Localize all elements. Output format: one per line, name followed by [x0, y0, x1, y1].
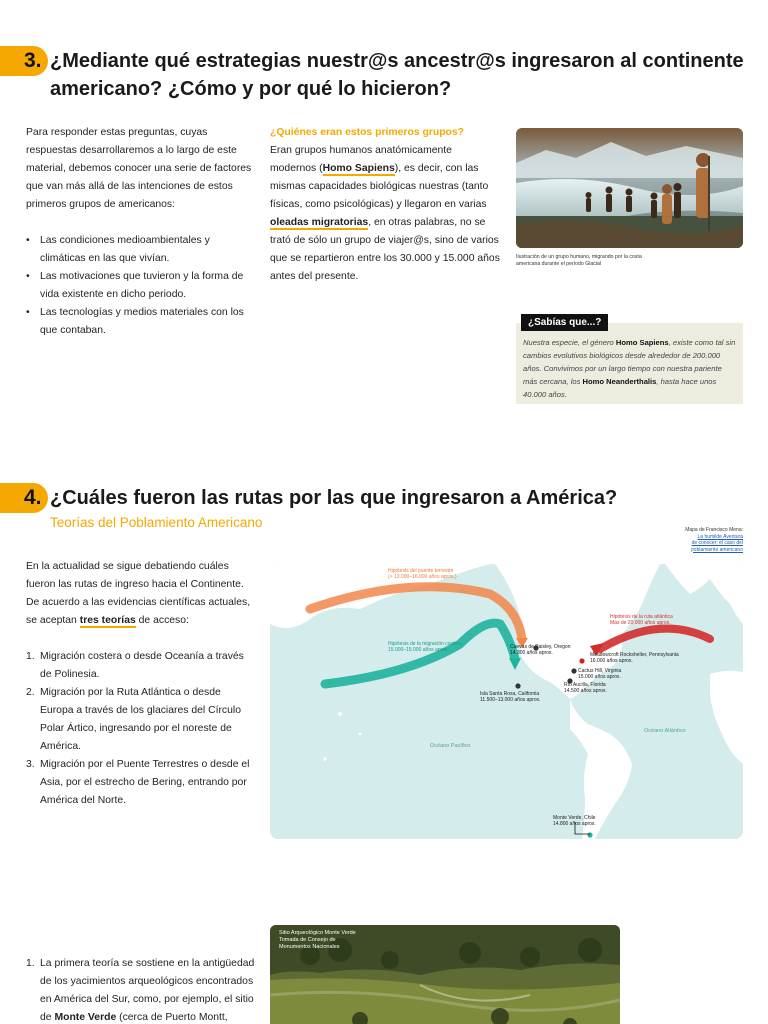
did-you-know-tag: ¿Sabías que...?: [521, 314, 608, 331]
monte-verde-photo-caption: Sitio Arqueológico Monte Verde Tomada de Consejo de Monumentos Nacionales: [279, 930, 356, 950]
migration-routes-map: [270, 564, 743, 839]
site-label-aucilla: Río Aucilla, Florida 14.500 años aprox.: [564, 682, 607, 694]
section-4-left-column: [26, 558, 256, 810]
routes-intro: En la actualidad se sigue debatiendo cuáles fueron las rutas de ingreso hacia el Continente. De acuerdo a las evidencias científicas actuales, se aceptan tres teorías de acceso:: [26, 561, 251, 626]
map-credit-link[interactable]: de conocer: el caso del: [691, 540, 743, 546]
first-groups-answer: Eran grupos humanos anatómicamente modernos (Homo Sapiens), es decir, con las mismas capacidades biológicas nuestras (tanto físicas, como psicológicas) y llegaron en varias oleadas migratorias, en otras palabras, no se trató de sólo un grupo de viajer@s, sino de varios que se repartieron entre los 30.000 y 15.000 años antes del presente.: [270, 145, 500, 282]
atlantic-ocean-label: Océano Atlántico: [644, 728, 686, 734]
theory-item: 1. Migración costera o desde Oceanía a través de Polinesia.: [26, 651, 244, 680]
map-credit-link[interactable]: La humilde Aventura: [697, 533, 743, 540]
first-groups-question: ¿Quiénes eran estos primeros grupos?: [270, 127, 465, 138]
factor-item: • Las tecnologías y medios materiales con los que contaban.: [26, 304, 256, 340]
site-label-paisley: Cuevas de Paisley, Oregon 14.300 años aprox.: [510, 644, 571, 656]
illustration-caption: Ilustración de un grupo humano, migrando por la costa americana durante el período Glacial: [516, 254, 642, 267]
site-marker: [587, 832, 592, 837]
factor-item: • Las motivaciones que tuvieron y la forma de vida existente en dicho periodo.: [26, 268, 256, 304]
site-label-monte-verde: Monte Verde, Chile 14.800 años aprox.: [553, 815, 596, 827]
map-credit-link[interactable]: poblamiento americano: [691, 546, 743, 553]
theories-list: [26, 648, 256, 810]
pacific-ocean-label: Océano Pacífico: [430, 743, 471, 749]
section-4-number-badge: 4.: [0, 483, 48, 513]
section-4-subtitle: Teorías del Poblamiento Americano: [50, 515, 263, 530]
atlantic-label: Hipótesis de la ruta atlántica Más de 20.000 años aprox.: [610, 614, 673, 626]
site-label-meadowcroft: Meadowcroft Rockshelter, Pennsylvania 16.000 años aprox.: [590, 652, 679, 664]
section-3-title-line2: americano? ¿Cómo y por qué lo hicieron?: [50, 78, 452, 100]
factors-list: [26, 232, 256, 340]
section-3-middle-column: [270, 124, 500, 286]
section-3-left-column: [26, 124, 256, 340]
site-label-cactus-hill: Cactus Hill, Virginia 15.000 años aprox.: [578, 668, 622, 680]
site-label-santa-rosa: Isla Santa Rosa, California 11.500–13.000 años aprox.: [480, 691, 541, 703]
factor-item: • Las condiciones medioambientales y climáticas en las que vivían.: [26, 232, 256, 268]
section-3-title-line1: ¿Mediante qué estrategias nuestr@s ancestr@s ingresaron al continente: [50, 50, 744, 72]
coastal-label: Hipótesis de la migración costera 15.000–15.000 años aprox.: [388, 641, 462, 653]
did-you-know-text: Nuestra especie, el género Homo Sapiens, existe como tal sin cambios evolutivos biológicos desde alrededor de 200.000 años. Convivimos por un largo tiempo con nuestra pariente más cercana, los Homo Neanderthalis, hasta hace unos 40.000 años.: [523, 338, 736, 399]
site-marker: [571, 668, 576, 673]
theory-item: 2. Migración por la Ruta Atlántica o desde Europa a través de los glaciares del Círculo Polar Ártico, ingresando por el noreste de América.: [26, 687, 241, 752]
migration-illustration: [516, 128, 743, 248]
site-marker: [515, 683, 520, 688]
section-4-title: ¿Cuáles fueron las rutas por las que ingresaron a América?: [50, 487, 618, 509]
theory-item: 3. Migración por el Puente Terrestres o desde el Asia, por el estrecho de Bering, entrando por América del Norte.: [26, 759, 250, 806]
tres-teorias-highlight: tres teorías: [79, 615, 136, 626]
section-3-number-badge: 3.: [0, 46, 48, 76]
site-marker: [579, 658, 584, 663]
homo-sapiens-highlight: Homo Sapiens: [322, 163, 395, 174]
first-theory-item: 1. La primera teoría se sostiene en la antigüedad de los yacimientos arqueológicos encontrados en América del Sur, como, por ejemplo, el sitio de Monte Verde (cerca de Puerto Montt,: [26, 958, 255, 1023]
oleadas-highlight: oleadas migratorias: [270, 217, 369, 228]
section-3-title: [50, 47, 744, 103]
map-credit: Mapa de Francisco Mena: La humilde Aventura de conocer: el caso del poblamiento americano: [685, 527, 743, 553]
monte-verde-bold: Monte Verde: [54, 1012, 117, 1023]
first-theory-paragraph: [26, 955, 256, 1024]
land-bridge-label: Hipótesis del puente terrestre (> 13.000–16.000 años aprox.): [388, 568, 457, 580]
section-3-intro: Para responder estas preguntas, cuyas respuestas desarrollaremos a lo largo de este material, debemos conocer una serie de factores que van más allá de las intenciones de estos primeros grupos de americanos:: [26, 127, 252, 210]
